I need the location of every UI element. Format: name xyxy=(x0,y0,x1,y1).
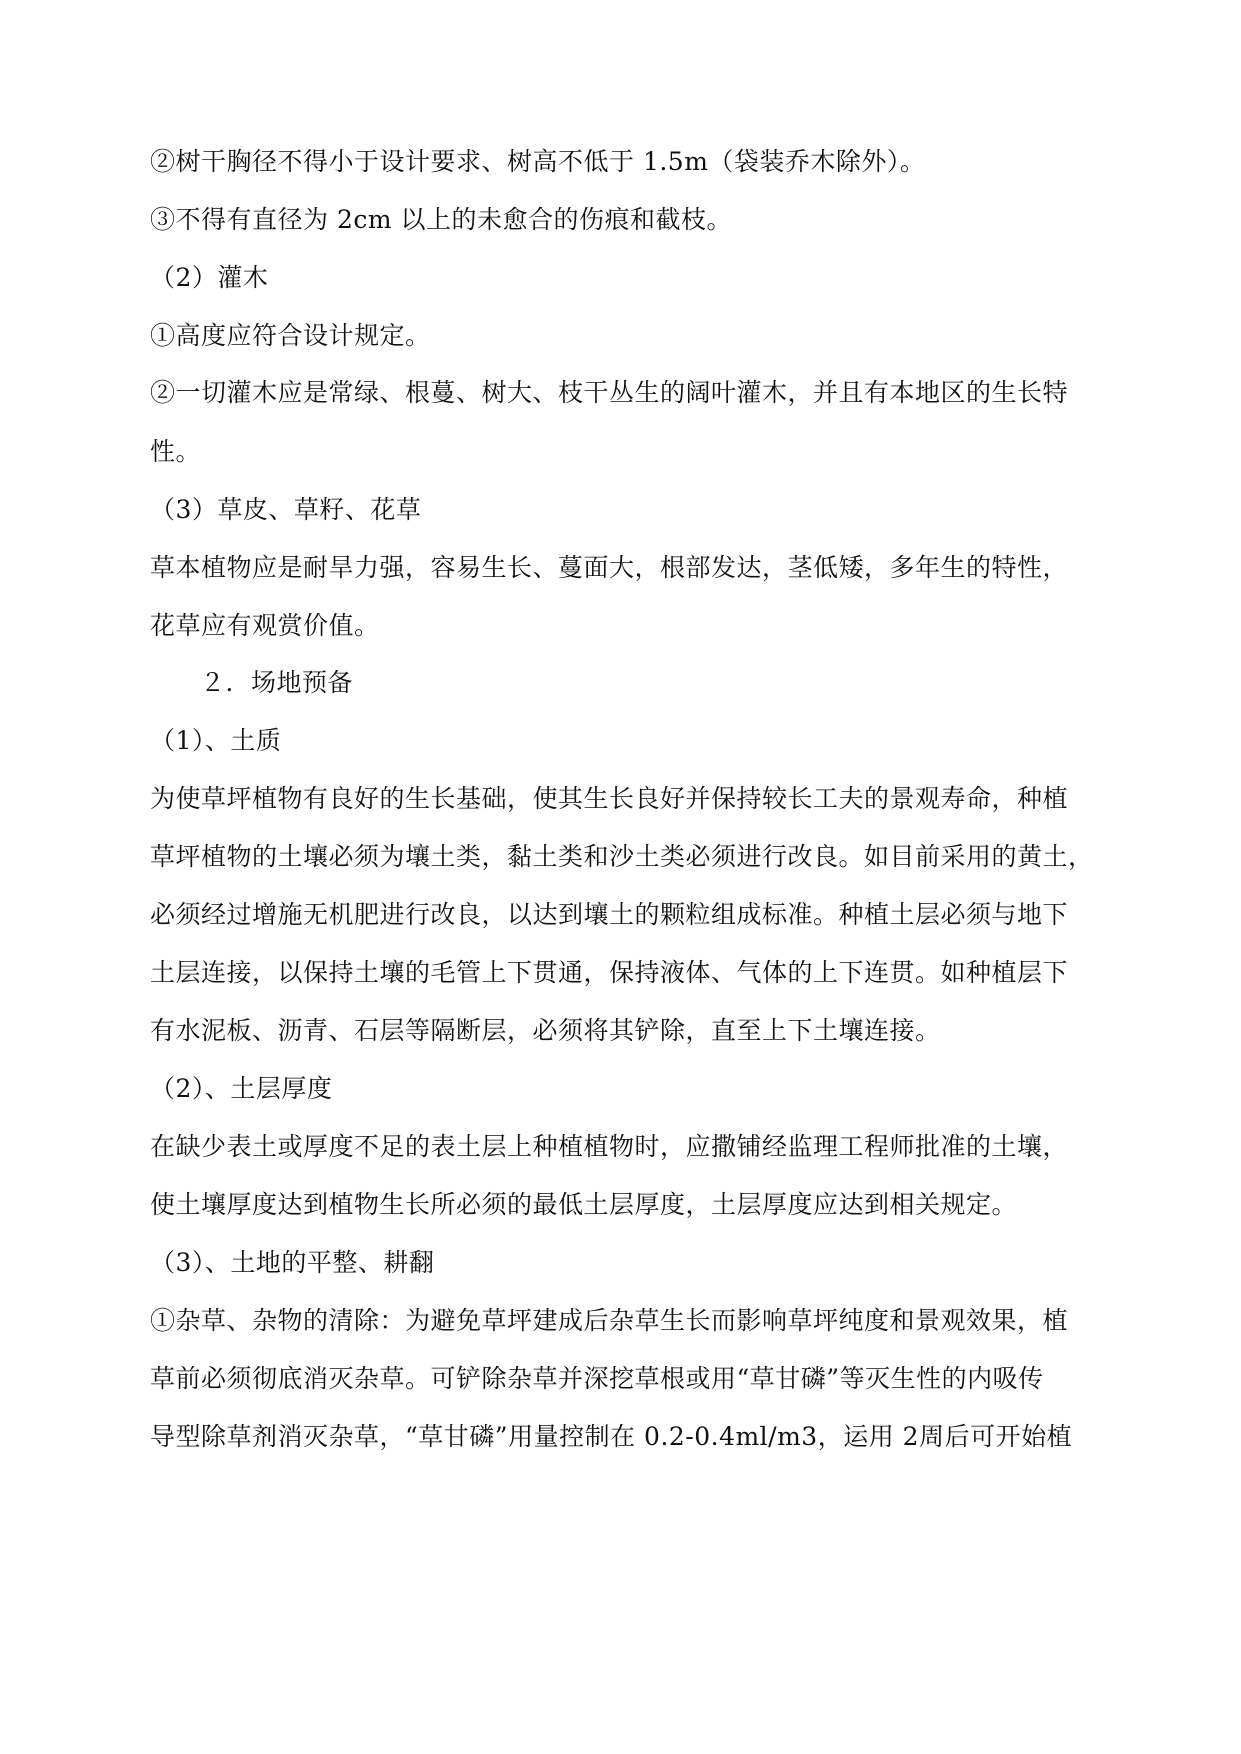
paragraph-line: 为使草坪植物有良好的生长基础，使其生长良好并保持较长工夫的景观寿命，种植 xyxy=(150,784,1069,813)
paragraph-line: ②一切灌木应是常绿、根蔓、树大、枝干丛生的阔叶灌木，并且有本地区的生长特 xyxy=(150,378,1069,407)
section-heading: （3）草皮、草籽、花草 xyxy=(150,495,422,524)
paragraph-line: 草坪植物的土壤必须为壤土类，黏土类和沙土类必须进行改良。如目前采用的黄土， xyxy=(150,842,1094,871)
paragraph-line: 在缺少表土或厚度不足的表土层上种植植物时，应撒铺经监理工程师批准的土壤， xyxy=(150,1132,1069,1161)
paragraph-line: 花草应有观赏价值。 xyxy=(150,611,380,640)
paragraph-line: ①杂草、杂物的清除：为避免草坪建成后杂草生长而影响草坪纯度和景观效果，植 xyxy=(150,1306,1069,1335)
paragraph-line: ③不得有直径为 2cm 以上的未愈合的伤痕和截枝。 xyxy=(150,205,733,234)
paragraph-line: 有水泥板、沥青、石层等隔断层，必须将其铲除，直至上下土壤连接。 xyxy=(150,1016,941,1045)
section-heading: ２．场地预备 xyxy=(200,668,354,697)
paragraph-line: 性。 xyxy=(150,437,202,466)
paragraph-line: 必须经过增施无机肥进行改良，以达到壤土的颗粒组成标准。种植土层必须与地下 xyxy=(150,900,1069,929)
section-heading: （2）灌木 xyxy=(150,263,269,292)
paragraph-line: ①高度应符合设计规定。 xyxy=(150,321,431,350)
section-heading: （1）、土质 xyxy=(150,726,282,755)
paragraph-line: 使土壤厚度达到植物生长所必须的最低土层厚度，土层厚度应达到相关规定。 xyxy=(150,1190,1018,1219)
paragraph-line: 草本植物应是耐旱力强，容易生长、蔓面大，根部发达，茎低矮，多年生的特性， xyxy=(150,553,1069,582)
paragraph-line: ②树干胸径不得小于设计要求、树高不低于 1.5m（袋装乔木除外）。 xyxy=(150,147,926,176)
section-heading: （3）、土地的平整、耕翻 xyxy=(150,1248,435,1277)
paragraph-line: 草前必须彻底消灭杂草。可铲除杂草并深挖草根或用“草甘磷”等灭生性的内吸传 xyxy=(150,1364,1044,1393)
paragraph-line: 土层连接，以保持土壤的毛管上下贯通，保持液体、气体的上下连贯。如种植层下 xyxy=(150,958,1069,987)
section-heading: （2）、土层厚度 xyxy=(150,1074,333,1103)
paragraph-line: 导型除草剂消灭杂草，“草甘磷”用量控制在 0.2-0.4ml/m3，运用 2周后可开始植 xyxy=(150,1422,1073,1451)
